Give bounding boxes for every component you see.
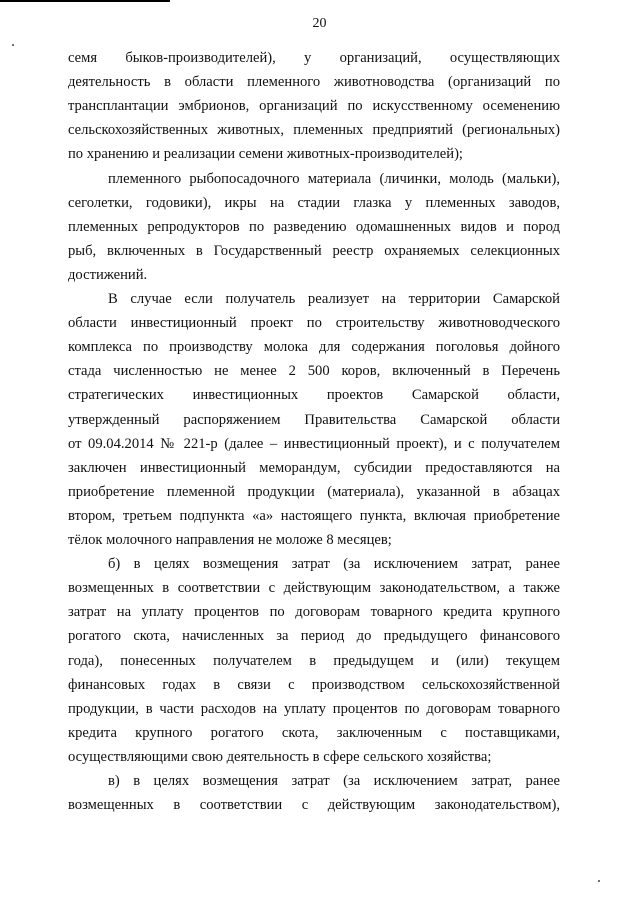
text-line: приобретение племенной продукции (материала), указанной в абзацах (68, 483, 560, 500)
text-line: втором, третьем подпункта «а» настоящего пункта, включая приобретение (68, 507, 560, 524)
text-line: достижений. (68, 266, 148, 283)
text-line: кредита крупного рогатого скота, заключенным с поставщиками, (68, 724, 560, 741)
text-line: рыб, включенных в Государственный реестр охраняемых селекционных (68, 242, 560, 259)
text-line: от 09.04.2014 № 221-р (далее – инвестиционный проект), и с получателем (68, 435, 560, 452)
text-line: затрат на уплату процентов по договорам товарного кредита крупного (68, 604, 560, 621)
text-line: утвержденный распоряжением Правительства Самарской области (68, 411, 560, 428)
scan-border-line (0, 0, 170, 2)
text-line: племенного рыбопосадочного материала (личинки, молодь (мальки), (108, 170, 560, 187)
text-line: сеголетки, годовики), икры на стадии глазка у племенных заводов, (68, 194, 560, 211)
text-line: трансплантации эмбрионов, организаций по искусственному осеменению (68, 98, 560, 115)
text-line: сельскохозяйственных животных, племенных предприятий (региональных) (68, 122, 560, 139)
scan-speck (12, 44, 14, 46)
text-line: б) в целях возмещения затрат (за исключением затрат, ранее (108, 556, 560, 573)
text-line: возмещенных в соответствии с действующим законодательством), (68, 797, 560, 814)
text-line: стада численностью не менее 2 500 коров, включенный в Перечень (68, 363, 560, 380)
text-line: в) в целях возмещения затрат (за исключением затрат, ранее (108, 773, 560, 789)
text-line: осуществляющими свою деятельность в сфере сельского хозяйства; (68, 748, 492, 765)
text-line: семя быков-производителей), у организаций, осуществляющих (68, 50, 560, 66)
text-line: продукции, в части расходов на уплату процентов по договорам товарного (68, 700, 560, 717)
text-line: заключен инвестиционный меморандум, субсидии предоставляются на (68, 459, 560, 476)
text-line: стратегических инвестиционных проектов Самарской области, (68, 387, 560, 404)
text-line: года), понесенных получателем в предыдущем и (или) текущем (68, 652, 560, 669)
text-line: области инвестиционный проект по строительству животноводческого (68, 315, 560, 332)
text-line: комплекса по производству молока для содержания поголовья дойного (68, 339, 560, 356)
text-line: тёлок молочного направления не моложе 8 месяцев; (68, 532, 392, 548)
text-line: племенных репродукторов по разведению одомашненных видов и пород (68, 218, 560, 235)
text-line: возмещенных в соответствии с действующим законодательством, а также (68, 580, 560, 597)
text-line: рогатого скота, начисленных за период до предыдущего финансового (68, 628, 560, 645)
page-number: 20 (312, 16, 327, 31)
scan-speck (598, 880, 600, 882)
text-line: по хранению и реализации семени животных-производителей); (68, 146, 463, 163)
text-line: финансовых годах в связи с производством сельскохозяйственной (68, 676, 560, 693)
text-line: деятельность в области племенного животноводства (организаций по (68, 74, 560, 91)
text-line: В случае если получатель реализует на территории Самарской (108, 291, 560, 307)
